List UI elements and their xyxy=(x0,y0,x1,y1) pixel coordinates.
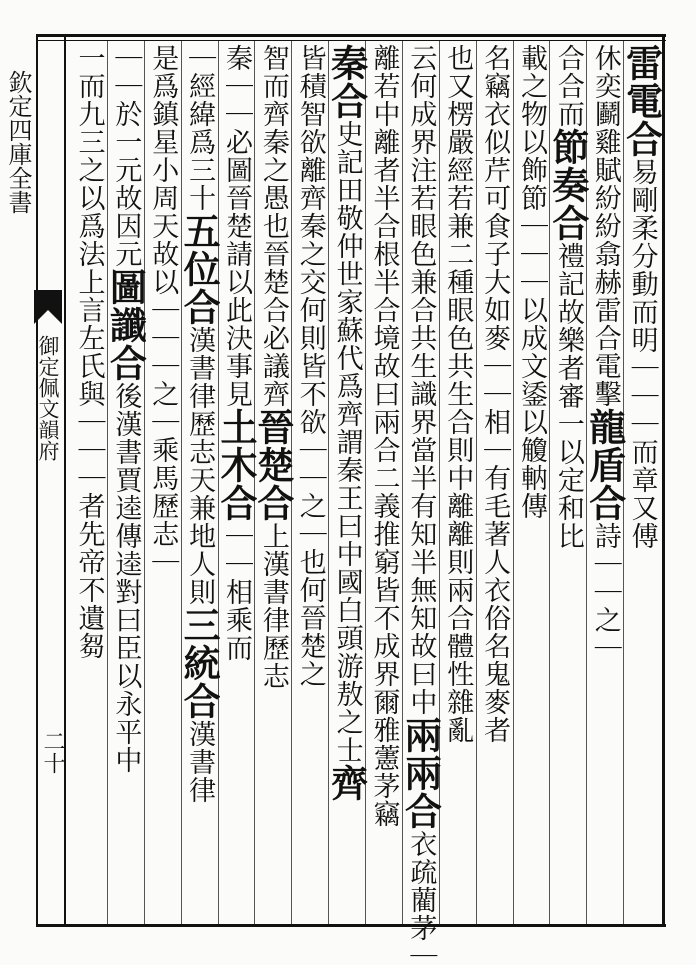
text-column xyxy=(103,44,148,924)
entry-text: ｜｜相乘而 xyxy=(220,522,252,662)
entry-text: 是爲鎮星小周 xyxy=(147,44,179,212)
headword: 三統合 xyxy=(177,606,222,720)
text-column xyxy=(582,44,627,924)
margin-divider xyxy=(64,34,66,927)
entry-text: 漢書律歷志天兼地人則 xyxy=(184,326,216,606)
fish-tail-icon xyxy=(34,290,62,324)
entry-text: 詩｜｜之｜ xyxy=(589,522,621,662)
book-title: 欽定四庫全書 xyxy=(4,70,32,214)
entry-text: 休奕鬬雞賦紛紛翕赫雷合電擊 xyxy=(589,44,621,408)
entry-text: 衣疏藺茅｜ xyxy=(405,830,437,970)
entry-text: 一而九三之以爲法 xyxy=(73,44,105,268)
headword: 齊 xyxy=(324,764,369,802)
text-column xyxy=(474,44,514,924)
entry-text: 漢書律 xyxy=(184,720,216,804)
book-subtitle: 御定佩文韻府 xyxy=(36,335,60,461)
headword: 雷電合 xyxy=(619,44,664,158)
entry-text: 史記田敬仲世家蘇代爲齊謂秦王曰中國白頭游敖之士 xyxy=(331,120,363,764)
headword: 土木合 xyxy=(213,408,258,522)
text-column xyxy=(213,44,258,924)
entry-text: 名竊衣似芹可食子大如麥｜｜相｜有毛著人衣俗名鬼麥者 xyxy=(479,44,511,744)
entry-text: 合合而 xyxy=(552,44,584,128)
entry-text: 上 xyxy=(257,522,289,550)
entry-text: 禮記故樂者審一以定和比 xyxy=(552,242,584,550)
left-border xyxy=(36,34,38,927)
text-column xyxy=(177,44,222,924)
entry-text: 上言左氏與｜｜｜者先帝不遺芻 xyxy=(73,268,105,660)
headword: 兩兩合 xyxy=(398,716,443,830)
entry-text: 後漢書賈逵傳逵對曰臣以永平中 xyxy=(110,382,142,774)
text-column xyxy=(290,44,330,924)
entry-text: 鋈以觼軜傳 xyxy=(515,380,547,520)
bottom-border xyxy=(36,924,666,927)
entry-text: 云何成界注若眼色兼合共生識界當半有知半無知故曰中 xyxy=(405,44,437,716)
page-number: 二十 xyxy=(40,730,65,774)
entry-text: 載之 xyxy=(515,44,547,100)
entry-text: 離若中離者半合根半合境故曰兩合二義推窮皆不成界 xyxy=(368,44,400,688)
text-column xyxy=(68,44,108,924)
entry-text: 也又楞嚴經若兼二種眼色共生合則中離離則兩合體性雜亂 xyxy=(442,44,474,744)
headword: 節奏合 xyxy=(545,128,590,242)
right-border xyxy=(662,34,665,927)
text-column xyxy=(545,44,590,924)
text-column xyxy=(363,44,403,924)
entry-text: 爾雅藼茅竊 xyxy=(368,688,400,828)
entry-text: 歷志｜ xyxy=(147,492,179,576)
entry-text: ｜｜於一元故因元 xyxy=(110,44,142,268)
entry-text: 皆積智欲離齊秦之交何則皆不欲｜｜之｜也何晉楚之 xyxy=(294,44,326,688)
text-column xyxy=(250,44,295,924)
text-column xyxy=(437,44,477,924)
headword: 秦合 xyxy=(324,44,369,120)
entry-text: 易剛柔分動而明｜｜｜而章又傅 xyxy=(626,158,658,550)
entry-text: 漢書律歷志 xyxy=(257,550,289,690)
text-column xyxy=(142,44,182,924)
headword: 圖讖合 xyxy=(103,268,148,382)
text-column xyxy=(619,44,664,924)
entry-text: 秦｜｜必圖晉楚請以此決事 xyxy=(220,44,252,380)
entry-text: 物以飾節｜｜｜以成文 xyxy=(515,100,547,380)
entry-text: 智而齊秦之愚也晉楚合必議齊 xyxy=(257,44,289,408)
text-column xyxy=(398,44,443,970)
headword: 五位合 xyxy=(177,212,222,326)
headword: 晉楚合 xyxy=(250,408,295,522)
entry-text: ｜經緯爲三十 xyxy=(184,44,216,212)
entry-text: 見 xyxy=(220,380,252,408)
top-border xyxy=(36,34,666,37)
headword: 龍盾合 xyxy=(582,408,627,522)
entry-text: 天故以｜｜｜之｜乘馬 xyxy=(147,212,179,492)
text-column xyxy=(324,44,369,924)
text-column xyxy=(511,44,551,924)
top-inner-border xyxy=(36,40,666,41)
